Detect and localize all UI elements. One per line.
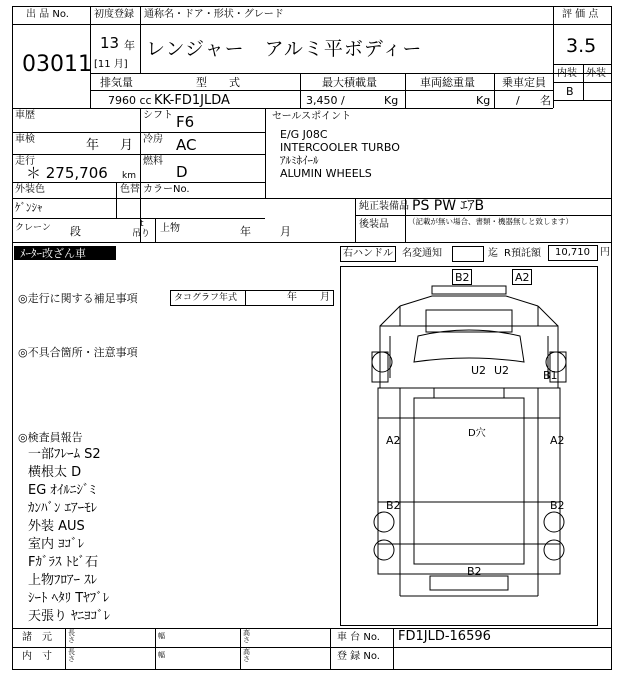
- lot-number: 03011: [22, 52, 92, 77]
- dims-label: 諸 元: [22, 632, 52, 643]
- report-line: 天張り ﾔﾆﾖｺﾞﾚ: [28, 609, 111, 624]
- sales-point-line: ALUMIN WHEELS: [280, 167, 372, 180]
- interior-grade: B: [566, 85, 574, 98]
- mark-b2-left: B2: [386, 499, 401, 512]
- height-label-2: 高さ: [243, 648, 250, 663]
- gross-weight-label: 車両総重量: [420, 76, 475, 89]
- r-deposit-unit: 円: [600, 247, 610, 258]
- chassis-number: FD1JLD-16596: [398, 629, 491, 644]
- shift-label: シフト: [143, 110, 173, 121]
- capacity-label: 乗車定員: [502, 76, 546, 89]
- sales-point-label: セールスポイント: [272, 111, 352, 122]
- color-change-label: 色替: [120, 184, 140, 195]
- max-load-unit: Kg: [384, 94, 399, 107]
- mark-d-hole: D穴: [468, 428, 486, 439]
- mark-b2-right: B2: [550, 499, 565, 512]
- history-label: 車歴: [15, 110, 35, 121]
- car-name: レンジャー アルミ平ボディー: [146, 38, 423, 60]
- report-line: ｼｰﾄ ﾍﾀﾘ Tﾔﾌﾞﾚ: [28, 591, 110, 606]
- gross-weight-unit: Kg: [476, 94, 491, 107]
- model-value: KK-FD1JLDA: [154, 93, 230, 108]
- crane-ton-unit: t: [140, 219, 144, 229]
- interior-dims-label: 内 寸: [22, 651, 52, 662]
- ext-color-label: 外装色: [15, 184, 45, 195]
- crane-stage-unit: 段: [70, 225, 81, 238]
- first-reg-month: [11 月]: [94, 59, 128, 70]
- reg-label: 登 録 No.: [337, 651, 380, 662]
- ac-value: AC: [176, 136, 197, 154]
- report-line: EG ｵｲﾙﾆｼﾞﾐ: [28, 483, 96, 498]
- mileage-label: 走行: [15, 156, 35, 167]
- aftermarket-note: （記載が無い場合、書類・機器無しと致します）: [408, 217, 573, 226]
- aftermarket-label: 後装品: [359, 219, 389, 230]
- ext-color-value: ｹﾞﾝｼｬ: [15, 201, 43, 214]
- fuel-value: D: [176, 163, 188, 181]
- exterior-label: 外装: [586, 68, 606, 79]
- model-label: 型 式: [196, 76, 240, 89]
- defects-heading: ◎不具合箇所・注意事項: [18, 346, 138, 359]
- length-label-2: 長さ: [68, 648, 75, 663]
- color-no-label: カラーNo.: [143, 184, 190, 195]
- sales-point-lines: [280, 128, 400, 180]
- ac-label: 冷房: [143, 134, 163, 145]
- height-label: 高さ: [243, 629, 250, 644]
- report-line: ｶﾝﾊﾞﾝ ｴｱｰﾓﾚ: [28, 501, 98, 516]
- mark-a2-top: A2: [515, 271, 530, 284]
- mark-a2-left: A2: [386, 434, 401, 447]
- max-load-value: 3,450 /: [306, 94, 345, 107]
- name-label: 通称名・ドア・形状・グレード: [144, 9, 284, 20]
- mileage-unit: km: [122, 171, 136, 181]
- first-reg-label: 初度登録: [94, 9, 134, 20]
- mark-b2-bottom: B2: [467, 565, 482, 578]
- score-value: 3.5: [566, 35, 597, 57]
- name-change-label: 名変通知: [402, 248, 442, 259]
- driving-note-heading: ◎走行に関する補足事項: [18, 292, 138, 305]
- report-line: 室内 ﾖｺﾞﾚ: [28, 537, 85, 552]
- inspection-year-unit: 年: [86, 138, 100, 153]
- boarding-year-unit: 年: [240, 225, 251, 238]
- meter-tamper-text: ﾒｰﾀｰ改ざん車: [20, 247, 86, 260]
- mileage-value: ＊ 275,706: [26, 164, 108, 182]
- inspection-month-unit: 月: [120, 138, 134, 153]
- max-load-label: 最大積載量: [322, 76, 377, 89]
- boarding-label: 上物: [160, 223, 180, 234]
- mark-b2-top: B2: [455, 271, 470, 284]
- fuel-label: 燃料: [143, 156, 163, 167]
- name-change-box: [452, 246, 484, 262]
- equipment-value: PS PW ｴｱB: [412, 198, 485, 214]
- width-label: 幅: [158, 632, 165, 640]
- shift-value: F6: [176, 113, 195, 131]
- first-reg-year: 13: [100, 34, 120, 52]
- crane-label: クレーン: [15, 223, 51, 233]
- tachograph-month-unit: 月: [320, 292, 330, 303]
- length-label: 長さ: [68, 629, 75, 644]
- year-unit: 年: [124, 39, 135, 52]
- report-line: 外装 AUS: [28, 519, 85, 534]
- displacement-value: 7960 cc: [108, 94, 152, 107]
- displacement-label: 排気量: [100, 76, 133, 89]
- report-line: 上物ﾌﾛｱｰ ｽﾚ: [28, 573, 98, 588]
- width-label-2: 幅: [158, 651, 165, 659]
- interior-label: 内装: [557, 68, 577, 79]
- r-deposit-label: R預託額: [504, 248, 541, 259]
- report-line: Fｶﾞﾗｽ ﾄﾋﾞ石: [28, 555, 99, 570]
- mark-a2-right: A2: [550, 434, 565, 447]
- tachograph-label: タコグラフ年式: [174, 293, 238, 303]
- mark-u2-left: U2: [471, 364, 487, 377]
- sales-point-line: INTERCOOLER TURBO: [280, 141, 400, 154]
- tachograph-year-unit: 年: [287, 292, 297, 303]
- name-change-unit: 迄: [488, 248, 498, 259]
- r-deposit-value: 10,710: [555, 247, 590, 258]
- right-hand-text: 右ハンドル: [343, 248, 393, 259]
- sales-point-line: E/G J08C: [280, 128, 328, 141]
- inspector-report-heading: ◎検査員報告: [18, 431, 83, 444]
- boarding-month-unit: 月: [280, 225, 291, 238]
- chassis-label: 車 台 No.: [337, 632, 380, 643]
- crane-hang-unit: 吊り: [132, 229, 151, 239]
- capacity-value: /: [516, 94, 520, 107]
- report-line: 一部ﾌﾚｰﾑ S2: [28, 447, 101, 462]
- lot-label: 出 品 No.: [26, 9, 69, 20]
- mark-b1: B1: [543, 369, 558, 382]
- equipment-label: 純正装備品: [359, 201, 409, 212]
- score-label: 評 価 点: [562, 9, 599, 20]
- report-line: 横根太 D: [28, 465, 82, 480]
- report-lines: [28, 446, 110, 626]
- capacity-unit: 名: [540, 94, 551, 107]
- mark-u2-right: U2: [494, 364, 510, 377]
- sales-point-line: ｱﾙﾐﾎｲｰﾙ: [280, 154, 319, 167]
- inspection-label: 車検: [15, 134, 35, 145]
